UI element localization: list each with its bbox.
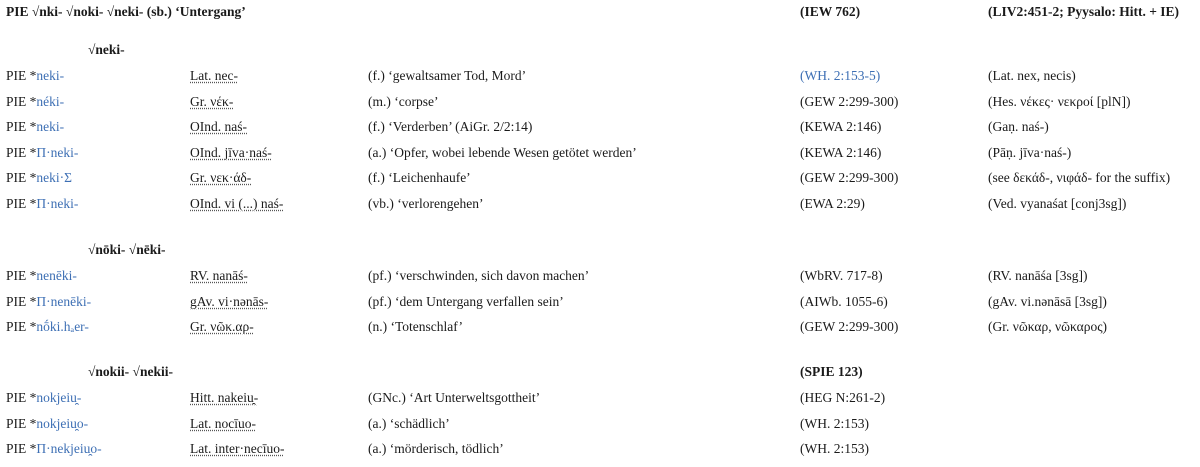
meaning: (a.) ‘Opfer, wobei lebende Wesen getötet werden’ <box>368 145 637 160</box>
table-row <box>0 268 1200 288</box>
meaning: (pf.) ‘dem Untergang verfallen sein’ <box>368 294 564 309</box>
note: (Hes. νέκες· νεκροί [plN]) <box>988 94 1131 109</box>
reference: (GEW 2:299-300) <box>800 94 899 109</box>
source-form: Gr. νεκ·άδ- <box>190 170 252 185</box>
meaning: (f.) ‘Leichenhaufe’ <box>368 170 471 185</box>
pie-form <box>6 145 78 161</box>
reference: (GEW 2:299-300) <box>800 170 899 185</box>
reconstruction-link[interactable]: Π·nenēki- <box>36 294 92 309</box>
meaning: (GNc.) ‘Art Unterweltsgottheit’ <box>368 390 541 405</box>
pie-form <box>6 441 102 457</box>
source-form: OInd. naś- <box>190 119 247 134</box>
reconstruction-link[interactable]: nenēki- <box>36 268 77 283</box>
pie-form <box>6 119 64 135</box>
table-row <box>0 416 1200 436</box>
note: (Gr. νῶκαρ, νῶκαρος) <box>988 319 1108 334</box>
table-row <box>0 145 1200 165</box>
reference: (EWA 2:29) <box>800 196 865 211</box>
pie-form <box>6 68 64 84</box>
pie-prefix: PIE * <box>6 416 37 431</box>
note: (Lat. nex, necis) <box>988 68 1076 83</box>
meaning: (a.) ‘schädlich’ <box>368 416 450 431</box>
reconstruction-link[interactable]: nṓki.hₐer- <box>36 319 89 334</box>
pie-form <box>6 294 91 310</box>
reconstruction-link[interactable]: néki- <box>36 94 65 109</box>
section-ref: (SPIE 123) <box>800 364 863 379</box>
meaning: (n.) ‘Totenschlaf’ <box>368 319 464 334</box>
source-form: Gr. νῶκ.αρ- <box>190 319 254 334</box>
pie-prefix: PIE * <box>6 268 37 283</box>
table-row <box>0 441 1200 461</box>
reference: (AIWb. 1055-6) <box>800 294 888 309</box>
reference-link[interactable]: (WH. 2:153-5) <box>800 68 881 83</box>
reference: (WH. 2:153) <box>800 416 869 431</box>
reconstruction-link[interactable]: neki- <box>36 68 65 83</box>
pie-form <box>6 390 81 406</box>
pie-prefix: PIE * <box>6 294 37 309</box>
meaning: (m.) ‘corpse’ <box>368 94 439 109</box>
page-title: PIE √nki- √noki- √neki- (sb.) ‘Untergang’ <box>6 4 246 19</box>
table-row <box>0 170 1200 190</box>
reference: (WH. 2:153) <box>800 441 869 456</box>
note: (gAv. vi.nənāsā [3sg]) <box>988 294 1107 309</box>
source-form: Gr. νέκ- <box>190 94 234 109</box>
pie-prefix: PIE * <box>6 390 37 405</box>
table-row <box>0 94 1200 114</box>
pie-form <box>6 94 64 110</box>
reconstruction-link[interactable]: nokjeiu̯- <box>36 390 82 405</box>
pie-prefix: PIE * <box>6 68 37 83</box>
reconstruction-link[interactable]: Π·neki- <box>36 145 79 160</box>
reference: (HEG N:261-2) <box>800 390 886 405</box>
pie-form <box>6 196 78 212</box>
meaning: (a.) ‘mörderisch, tödlich’ <box>368 441 504 456</box>
note: (see δεκάδ-, νιφάδ- for the suffix) <box>988 170 1171 185</box>
pie-prefix: PIE * <box>6 94 37 109</box>
source-form: OInd. jīva·naś- <box>190 145 272 160</box>
source-form: gAv. vi·nənās- <box>190 294 269 309</box>
table-row <box>0 390 1200 410</box>
reconstruction-link[interactable]: nokjeiu̯o- <box>36 416 89 431</box>
source-form: Lat. nec- <box>190 68 238 83</box>
reference: (KEWA 2:146) <box>800 119 882 134</box>
section-title: √neki- <box>88 42 125 57</box>
pie-form <box>6 268 77 284</box>
reference: (GEW 2:299-300) <box>800 319 899 334</box>
section-title: √nokii- √nekii- <box>88 364 173 379</box>
source-form: Lat. nocīuo- <box>190 416 256 431</box>
reconstruction-link[interactable]: neki- <box>36 119 65 134</box>
table-row <box>0 119 1200 139</box>
meaning: (pf.) ‘verschwinden, sich davon machen’ <box>368 268 590 283</box>
pie-form <box>6 170 72 186</box>
pie-prefix: PIE * <box>6 170 37 185</box>
meaning: (f.) ‘Verderben’ (AiGr. 2/2:14) <box>368 119 533 134</box>
source-form: OInd. vi (...) naś- <box>190 196 284 211</box>
pie-prefix: PIE * <box>6 119 37 134</box>
source-form: Lat. inter·necīuo- <box>190 441 285 456</box>
note: (RV. nanāśa [3sg]) <box>988 268 1088 283</box>
pie-form <box>6 319 89 335</box>
section-title: √nōki- √nēki- <box>88 242 166 257</box>
meaning: (vb.) ‘verlorengehen’ <box>368 196 484 211</box>
meaning: (f.) ‘gewaltsamer Tod, Mord’ <box>368 68 527 83</box>
note: (Pāṇ. jīva·naś-) <box>988 145 1072 160</box>
header-ref-iew: (IEW 762) <box>800 4 861 19</box>
header-row <box>0 4 1200 26</box>
pie-prefix: PIE * <box>6 441 37 456</box>
reconstruction-link[interactable]: neki·Σ <box>36 170 72 185</box>
header-ref-liv: (LIV2:451-2; Pyysalo: Hitt. + IE) <box>988 4 1180 19</box>
pie-form <box>6 416 88 432</box>
reference: (WbRV. 717-8) <box>800 268 883 283</box>
table-row <box>0 196 1200 216</box>
reconstruction-link[interactable]: Π·neki- <box>36 196 79 211</box>
pie-prefix: PIE * <box>6 145 37 160</box>
pie-prefix: PIE * <box>6 319 37 334</box>
table-row <box>0 68 1200 88</box>
source-form: Hitt. nakeiu̯- <box>190 390 259 405</box>
source-form: RV. nanāś- <box>190 268 248 283</box>
table-row <box>0 294 1200 314</box>
pie-prefix: PIE * <box>6 196 37 211</box>
note: (Gaṇ. naś-) <box>988 119 1049 134</box>
reconstruction-link[interactable]: Π·nekjeiu̯o- <box>36 441 102 456</box>
note: (Ved. vyanaśat [conj3sg]) <box>988 196 1127 211</box>
table-row <box>0 319 1200 339</box>
reference: (KEWA 2:146) <box>800 145 882 160</box>
